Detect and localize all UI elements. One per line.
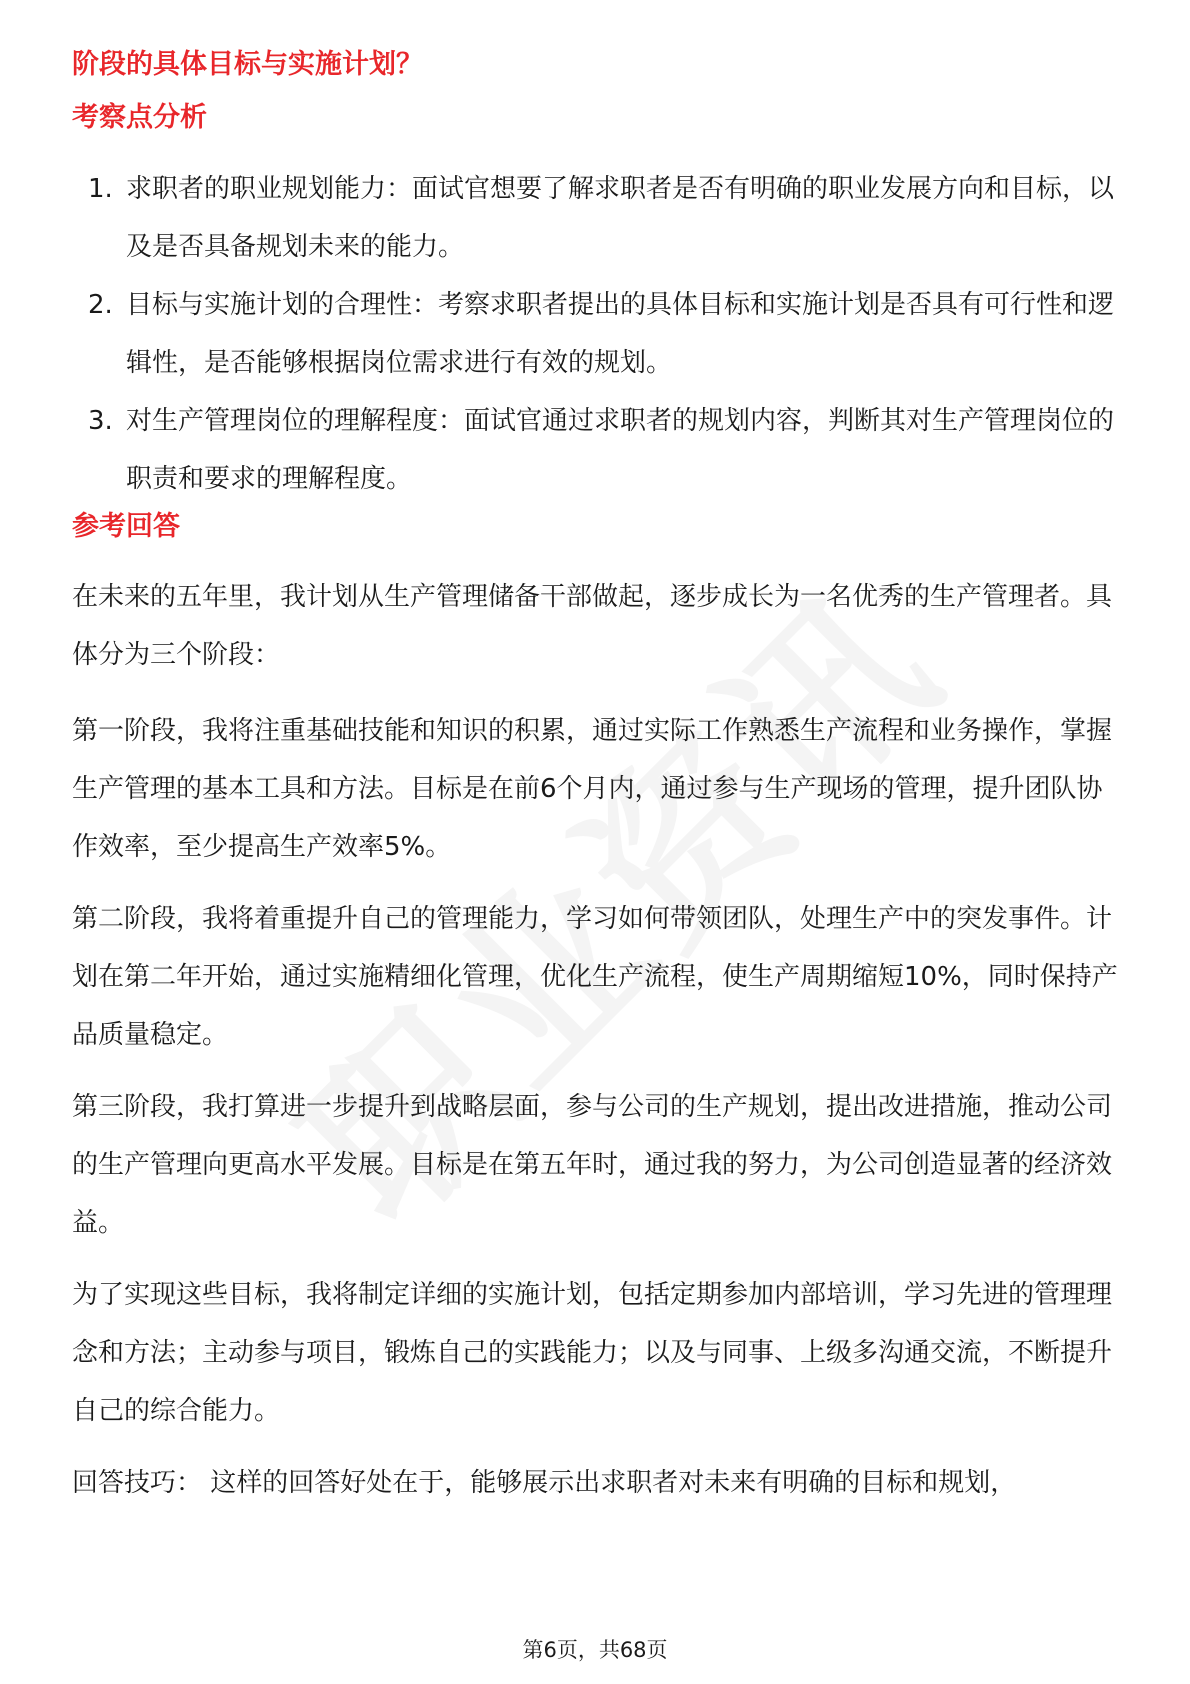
- list-number: 2.: [88, 290, 113, 320]
- question-heading-continued: 阶段的具体目标与实施计划？: [72, 49, 423, 80]
- list-text: 目标与实施计划的合理性：考察求职者提出的具体目标和实施计划是否具有可行性和逻辑性，是否能够根据岗位需求进行有效的规划。: [126, 290, 1115, 378]
- page-footer: 第6页，共68页: [522, 1638, 668, 1662]
- list-number: 1.: [88, 174, 113, 204]
- answer-paragraph-stage-3: 第三阶段，我打算进一步提升到战略层面，参与公司的生产规划，提出改进措施，推动公司的生产管理向更高水平发展。目标是在第五年时，通过我的努力，为公司创造显著的经济效益。: [72, 1092, 1113, 1238]
- answer-paragraph-plan: 为了实现这些目标，我将制定详细的实施计划，包括定期参加内部培训，学习先进的管理理念和方法；主动参与项目，锻炼自己的实践能力；以及与同事、上级多沟通交流，不断提升自己的综合能力。: [72, 1280, 1113, 1426]
- answer-paragraph-stage-2: 第二阶段，我将着重提升自己的管理能力，学习如何带领团队，处理生产中的突发事件。计划在第二年开始，通过实施精细化管理，优化生产流程，使生产周期缩短10%，同时保持产品质量稳定。: [72, 904, 1118, 1050]
- list-item: [72, 392, 1120, 508]
- list-item: [72, 276, 1120, 392]
- list-text: 求职者的职业规划能力：面试官想要了解求职者是否有明确的职业发展方向和目标，以及是否具备规划未来的能力。: [126, 174, 1115, 262]
- answer-paragraph-stage-1: 第一阶段，我将注重基础技能和知识的积累，通过实际工作熟悉生产流程和业务操作，掌握生产管理的基本工具和方法。目标是在前6个月内，通过参与生产现场的管理，提升团队协作效率，至少提高生产效率5%。: [72, 716, 1113, 862]
- list-number: 3.: [88, 406, 113, 436]
- answer-heading: 参考回答: [72, 511, 180, 542]
- list-item: [72, 160, 1120, 276]
- analysis-list: [72, 160, 1120, 508]
- list-text: 对生产管理岗位的理解程度：面试官通过求职者的规划内容，判断其对生产管理岗位的职责和要求的理解程度。: [126, 406, 1115, 494]
- analysis-heading: 考察点分析: [72, 102, 207, 133]
- answer-paragraph-intro: 在未来的五年里，我计划从生产管理储备干部做起，逐步成长为一名优秀的生产管理者。具体分为三个阶段：: [72, 582, 1113, 670]
- answer-tips: 回答技巧： 这样的回答好处在于，能够展示出求职者对未来有明确的目标和规划，: [72, 1468, 1017, 1498]
